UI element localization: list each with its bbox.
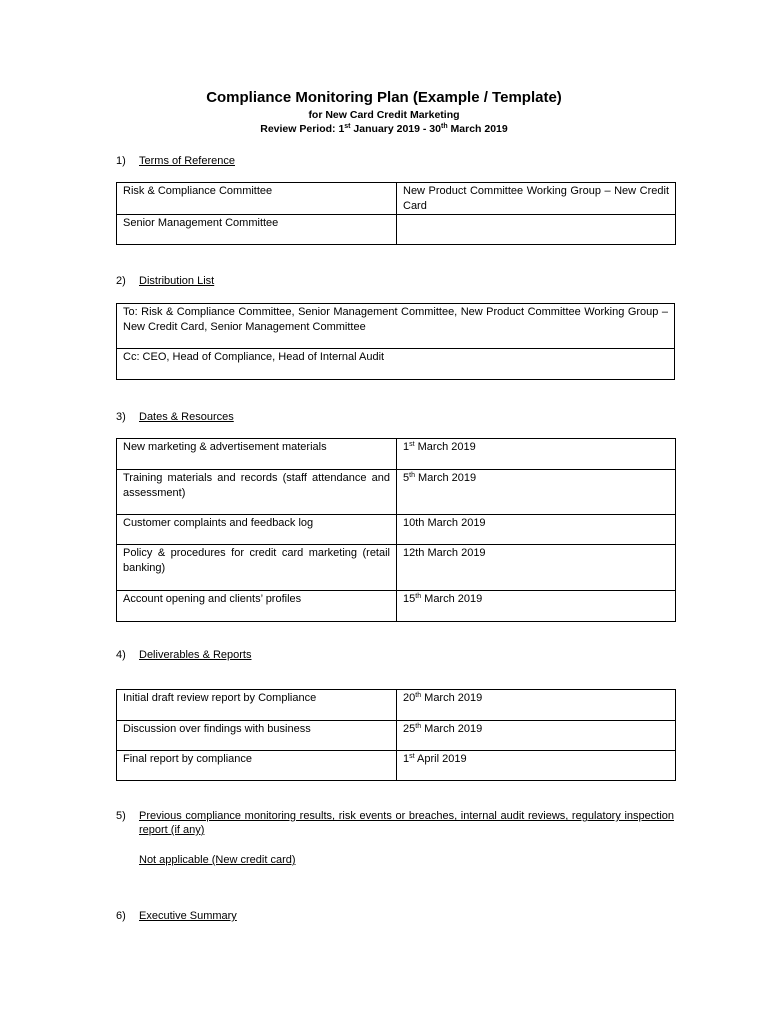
table-cell: Risk & Compliance Committee — [117, 183, 397, 215]
table-row — [117, 215, 676, 245]
table-cell: 15th March 2019 — [397, 591, 676, 622]
distribution-list-table — [116, 303, 675, 380]
deliverables-table — [116, 689, 676, 781]
table-cell: Final report by compliance — [117, 751, 397, 781]
table-cell: Training materials and records (staff attendance and assessment) — [117, 470, 397, 515]
section-heading-previous-results: 5) Previous compliance monitoring results, risk events or breaches, internal audit reviews, regulatory inspection report (if any) — [116, 810, 674, 836]
table-cell: Discussion over findings with business — [117, 721, 397, 751]
section-heading-distribution-list: 2) Distribution List — [116, 275, 215, 287]
review-period: Review Period: 1st January 2019 - 30th March 2019 — [260, 123, 508, 135]
document-title: Compliance Monitoring Plan (Example / Template) — [206, 89, 562, 106]
table-row — [117, 690, 676, 721]
dates-resources-table — [116, 438, 676, 622]
section-heading-terms-of-reference: 1) Terms of Reference — [116, 155, 235, 167]
table-cell: Customer complaints and feedback log — [117, 515, 397, 545]
table-cell: Account opening and clients’ profiles — [117, 591, 397, 622]
table-row — [117, 545, 676, 591]
table-cell: Policy & procedures for credit card marketing (retail banking) — [117, 545, 397, 591]
table-cell: 10th March 2019 — [397, 515, 676, 545]
table-row — [117, 515, 676, 545]
table-cell: New Product Committee Working Group – New Credit Card — [397, 183, 676, 215]
table-cell: 12th March 2019 — [397, 545, 676, 591]
table-cell: Initial draft review report by Compliance — [117, 690, 397, 721]
table-cell: New marketing & advertisement materials — [117, 439, 397, 470]
table-cell: Cc: CEO, Head of Compliance, Head of Internal Audit — [117, 349, 675, 380]
table-row — [117, 183, 676, 215]
terms-of-reference-table — [116, 182, 676, 245]
table-row — [117, 304, 675, 349]
table-cell — [397, 215, 676, 245]
table-cell: 5th March 2019 — [397, 470, 676, 515]
table-row — [117, 439, 676, 470]
section-heading-dates-resources: 3) Dates & Resources — [116, 411, 234, 423]
table-cell: 20th March 2019 — [397, 690, 676, 721]
table-row — [117, 591, 676, 622]
section-heading-executive-summary: 6) Executive Summary — [116, 910, 237, 922]
table-cell: 1st April 2019 — [397, 751, 676, 781]
table-row — [117, 349, 675, 380]
section-heading-deliverables-reports: 4) Deliverables & Reports — [116, 649, 252, 661]
table-row — [117, 470, 676, 515]
document-subtitle: for New Card Credit Marketing — [308, 109, 460, 121]
table-cell: Senior Management Committee — [117, 215, 397, 245]
table-row — [117, 721, 676, 751]
table-row — [117, 751, 676, 781]
table-cell: To: Risk & Compliance Committee, Senior Management Committee, New Product Committee Working Group – New Credit Card, Senior Management Committee — [117, 304, 675, 349]
previous-results-note: Not applicable (New credit card) — [139, 854, 296, 866]
table-cell: 25th March 2019 — [397, 721, 676, 751]
table-cell: 1st March 2019 — [397, 439, 676, 470]
